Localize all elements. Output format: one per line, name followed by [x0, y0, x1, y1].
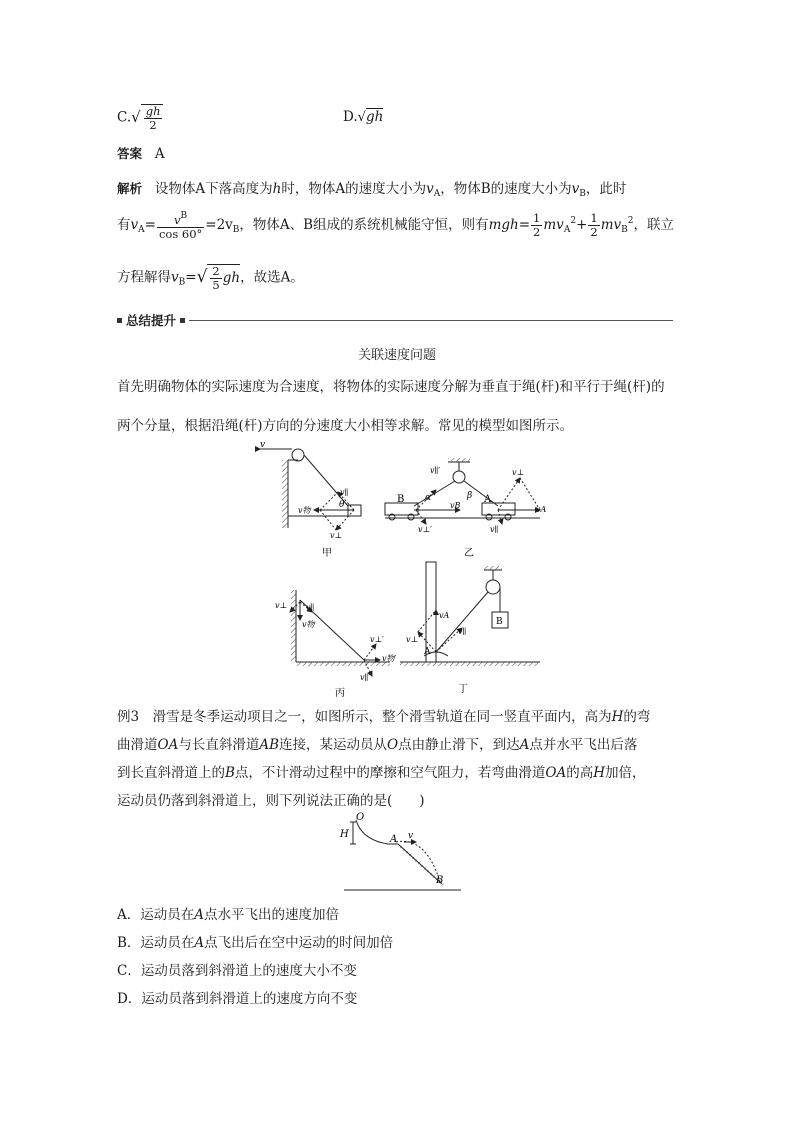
frac-den: 2	[533, 225, 541, 239]
choice-text: 运动员在	[140, 907, 195, 923]
label-O: O	[356, 812, 365, 823]
label-beta: β	[467, 491, 473, 501]
sub-b: B	[178, 277, 186, 288]
square-bullet-icon	[117, 318, 122, 323]
analysis-text: ，物体A、B组成的系统机械能守恒，则有	[239, 217, 489, 233]
analysis-line-1	[117, 177, 626, 199]
choice-label: C．	[117, 963, 141, 979]
label-v-obj-prime-bing: v物′	[382, 654, 397, 663]
analysis-line-2: 有$v_A=$ $\frac{v^B}{\cos 60^\circ}$ $=2v_B$，物体A、B组成的系统机械能守恒，则有mgh= $\frac{1}{2}$ $mv_A^2+$ $\frac{1}{2}$ $mv_B^2$，联立	[117, 211, 674, 241]
sub-a: A	[563, 225, 571, 235]
label-v-perp-yi: v⊥	[512, 468, 525, 477]
label-alpha: α	[425, 493, 432, 503]
var-mgh: mgh	[488, 217, 519, 233]
choice-text: 点水平飞出的速度加倍	[204, 907, 339, 923]
sub-b: B	[621, 225, 628, 235]
figure-label-bing: 丙	[335, 688, 345, 699]
analysis-text: ，此时	[585, 181, 627, 197]
example-text: 例3 滑雪是冬季运动项目之一，如图所示，整个滑雪轨道在同一竖直平面内，高为	[117, 709, 612, 725]
fraction-half	[531, 212, 542, 239]
choice-c[interactable]	[117, 959, 357, 979]
label-A-ski: A	[390, 834, 398, 845]
option-d-label: D.	[343, 109, 358, 125]
sub-b: B	[579, 189, 586, 199]
var-mv: mv	[600, 217, 622, 233]
analysis-text: ，联立	[633, 217, 674, 233]
option-c-label: C.	[117, 109, 132, 126]
var-mv: mv	[543, 217, 564, 233]
choice-text: 运动员落到斜滑道上的速度大小不变	[140, 963, 357, 979]
choice-a[interactable]	[117, 903, 339, 923]
var-OA: OA	[545, 765, 567, 781]
option-c-expr: √ $\frac{gh}{2}$	[131, 104, 163, 132]
eq-rhs: =2v	[205, 217, 233, 233]
example-line-4: 运动员仍落到斜滑道上，则下列说法正确的是( )	[117, 793, 425, 809]
choice-var: A	[194, 935, 205, 951]
example-text: 点由静止滑下，到达	[398, 737, 520, 753]
var-H: H	[611, 709, 624, 725]
option-d: D.√gh	[343, 109, 384, 125]
label-vA: vA	[536, 505, 547, 514]
analysis-text: 方程解得	[117, 269, 171, 286]
choice-var: A	[194, 907, 204, 923]
label-v-obj-bing: v物	[302, 620, 315, 629]
var-O: O	[387, 737, 399, 753]
figure-label-jia: 甲	[322, 548, 332, 559]
option-c	[117, 104, 163, 132]
choice-label: B．	[117, 935, 141, 951]
label-v-par-bing: v∥	[306, 603, 315, 612]
var-OA: OA	[157, 737, 179, 753]
summary-header-text: 总结提升	[126, 313, 177, 328]
option-c-den: 2	[149, 118, 157, 132]
label-B-ding: B	[496, 617, 503, 627]
example-text: 的弯	[623, 709, 651, 725]
choice-text: 运动员落到斜滑道上的速度方向不变	[141, 991, 358, 1007]
analysis-text: ，故选A。	[240, 269, 304, 286]
choice-text: 点飞出后在空中运动的时间加倍	[204, 935, 394, 951]
header-divider	[189, 320, 673, 321]
example-line-1	[117, 705, 650, 725]
choice-text: 运动员在	[140, 935, 195, 951]
label-v-par-ding: v∥	[458, 627, 467, 636]
frac-den: 5	[212, 278, 220, 292]
plus: +	[576, 217, 588, 233]
label-v: v	[260, 440, 266, 450]
answer-value: A	[154, 146, 165, 162]
label-v-perp: v⊥	[330, 531, 343, 540]
option-d-expr: gh	[365, 109, 384, 125]
label-B-ski: B	[436, 875, 444, 886]
var-AB: AB	[259, 737, 279, 753]
summary-para-2: 两个分量，根据沿绳(杆)方向的分速度大小相等求解。常见的模型如图所示。	[117, 418, 574, 434]
option-c-num: gh	[145, 104, 161, 118]
label-A: A	[484, 494, 492, 505]
label-v-par-yi: v∥	[490, 525, 499, 534]
figure-jia	[260, 440, 361, 559]
example-text: 连接，某运动员从	[279, 737, 387, 753]
var-h: h	[272, 181, 282, 197]
frac-num: 2	[212, 264, 220, 278]
var-A: A	[519, 737, 530, 753]
cos-60: cos 60°	[158, 227, 203, 241]
example-text: 加倍，	[605, 765, 646, 781]
label-v-perp-bing: v⊥	[275, 601, 288, 610]
sub-a: A	[433, 189, 441, 199]
choice-label: A．	[117, 907, 141, 923]
var-v: v	[171, 269, 179, 286]
answer-line	[117, 144, 165, 162]
sub-b: B	[232, 225, 240, 235]
example-text: 的高	[566, 765, 594, 781]
example-text: 到长直斜滑道上的	[117, 765, 225, 781]
figure-bing	[275, 590, 397, 699]
label-B: B	[397, 494, 405, 505]
analysis-line-3	[117, 264, 304, 292]
analysis-text: 设物体A下落高度为	[154, 181, 273, 197]
summary-header	[117, 311, 677, 327]
equals: =	[185, 269, 197, 286]
label-theta: θ	[339, 500, 345, 510]
var-gh: gh	[222, 270, 241, 286]
sup-b: B	[180, 211, 188, 221]
label-v-ski: v	[408, 831, 414, 841]
analysis-text: ，物体B的速度大小为	[440, 181, 572, 197]
answer-label: 答案	[117, 146, 143, 161]
label-vB: vB	[450, 501, 461, 510]
figure-label-yi: 乙	[464, 548, 474, 559]
label-A-ding: A	[424, 647, 431, 657]
choice-b[interactable]	[117, 931, 393, 951]
label-v-par-prime-bing: v∥′	[360, 673, 371, 682]
square-bullet-icon	[180, 318, 185, 323]
var-H: H	[593, 765, 606, 781]
label-v-obj: v物	[298, 506, 311, 515]
analysis-text: 时，物体A的速度大小为	[281, 181, 427, 197]
sqrt-2-5-gh: √ $\frac{2}{5}$ gh	[196, 264, 241, 292]
ski-track-figure	[336, 810, 466, 896]
figure-ding	[400, 562, 540, 695]
analysis-text: 有	[117, 217, 131, 233]
label-v-par-prime: v∥′	[430, 466, 441, 475]
var-v: v	[571, 181, 580, 197]
example-text: 与长直斜滑道	[178, 737, 260, 753]
label-vA-ding: vA	[439, 611, 450, 620]
example-text: 点，不计滑动过程中的摩擦和空气阻力，若弯曲滑道	[234, 765, 546, 781]
example-line-2	[117, 733, 637, 753]
example-text: 曲滑道	[117, 737, 158, 753]
label-v-par: v∥	[340, 488, 349, 497]
summary-para-1: 首先明确物体的实际速度为合速度，将物体的实际速度分解为垂直于绳(杆)和平行于绳(杆)的	[117, 379, 665, 395]
fraction-vb-cos	[157, 210, 204, 241]
figure-label-ding: 丁	[458, 684, 468, 695]
label-H: H	[340, 829, 349, 840]
choice-label: D．	[117, 991, 142, 1007]
var-v: v	[426, 181, 434, 197]
example-text: 点并水平飞出后落	[529, 737, 638, 753]
label-v-perp-ding: v⊥	[406, 635, 419, 644]
sup-2: 2	[627, 216, 634, 226]
label-v-perp-prime-bing: v⊥′	[370, 635, 384, 644]
frac-num: 1	[533, 211, 541, 225]
relative-velocity-figures	[240, 440, 560, 700]
var-v: v	[174, 213, 181, 227]
analysis-label: 解析	[117, 181, 143, 196]
summary-title: 关联速度问题	[357, 348, 436, 363]
choice-d[interactable]	[117, 987, 357, 1007]
figure-yi	[385, 458, 547, 559]
var-B: B	[225, 765, 235, 781]
example-line-3	[117, 761, 646, 781]
label-v-perp-prime: v⊥′	[418, 525, 432, 534]
